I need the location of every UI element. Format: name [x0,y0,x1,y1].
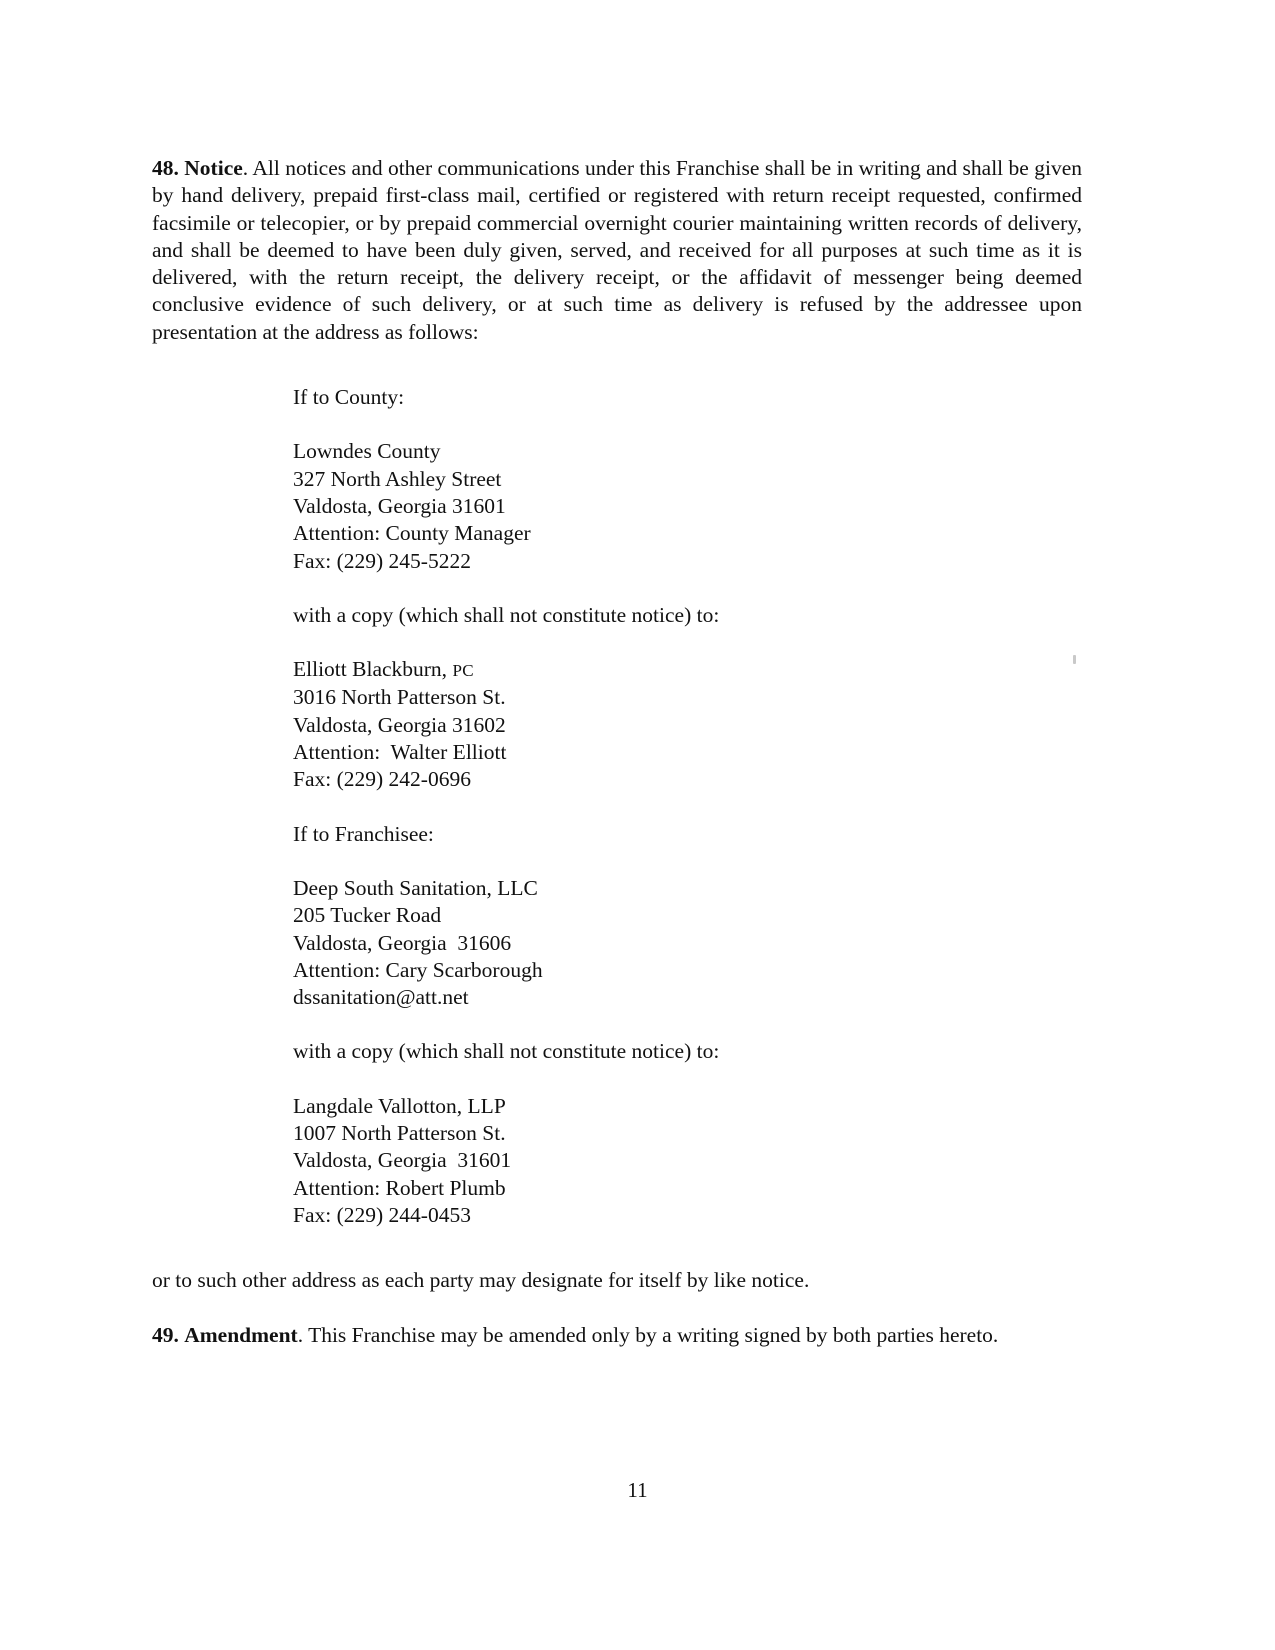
notice-block-county-line-1: Lowndes County [293,439,441,464]
section-48-body: . All notices and other communications under this Franchise shall be in writing and shall be given by hand delivery, prepaid first-class mail, certified or registered with return receipt requested, confirmed facsimile or telecopier, or by prepaid commercial overnight courier maintaining written records of delivery, and shall be deemed to have been duly given, served, and received for all purposes at such time as it is delivered, with the return receipt, the delivery receipt, or the affidavit of messenger being deemed conclusive evidence of such delivery, or at such time as delivery is refused by the addressee upon presentation at the address as follows: [152,156,1083,344]
closing-paragraph: or to such other address as each party may designate for itself by like notice. [152,1268,810,1293]
notice-block-county-label: If to County: [293,385,405,410]
spacer [152,575,1082,602]
spacer [293,411,1082,438]
notice-block-franchisee-email: dssanitation@att.net [293,985,469,1010]
page-number: 11 [627,1478,648,1502]
notice-block-county-line-5: Fax: (229) 245-5222 [293,548,471,573]
spacer [293,629,1082,656]
firm-name: Elliott Blackburn, [293,657,453,682]
notice-block-franchisee-line-2: 205 Tucker Road [293,903,442,928]
spacer [152,346,1082,384]
notice-block-county-copy-line-4: Attention: Walter Elliott [293,740,507,765]
section-48-heading: Notice [184,156,243,180]
notice-block-franchisee-copy-line-5: Fax: (229) 244-0453 [293,1202,471,1227]
notice-block-franchisee-line-1: Deep South Sanitation, LLC [293,875,538,900]
notice-block-franchisee-label: If to Franchisee: [293,821,434,846]
notice-block-county-copy-name [293,656,1082,684]
spacer [152,1295,1082,1322]
notice-block-county-line-3: Valdosta, Georgia 31601 [293,493,506,518]
section-48-number: 48. [152,156,179,180]
section-48-paragraph [152,155,1082,346]
notice-block-franchisee-copy-line-4: Attention: Robert Plumb [293,1175,506,1200]
notice-block-franchisee [293,821,1082,1012]
section-49-body: . This Franchise may be amended only by a writing signed by both parties hereto. [297,1322,999,1347]
page-content [152,155,1082,1349]
notice-block-county-copy-label: with a copy (which shall not constitute notice) to: [293,602,720,627]
spacer [293,1066,1082,1093]
notice-block-county-copy-line-5: Fax: (229) 242-0696 [293,767,471,792]
notice-block-franchisee-copy-line-3: Valdosta, Georgia 31601 [293,1148,512,1173]
notice-block-franchisee-copy [293,1038,1082,1229]
notice-block-county [293,384,1082,575]
notice-block-franchisee-line-3: Valdosta, Georgia 31606 [293,930,512,955]
spacer [152,1011,1082,1038]
notice-block-county-line-2: 327 North Ashley Street [293,466,502,491]
section-49-heading: Amendment [184,1322,298,1347]
section-49-paragraph [152,1322,1082,1349]
notice-block-county-copy-line-2: 3016 North Patterson St. [293,685,506,710]
spacer [152,794,1082,821]
notice-block-county-copy [293,602,1082,794]
notice-block-franchisee-copy-label: with a copy (which shall not constitute notice) to: [293,1039,720,1064]
notice-block-franchisee-copy-line-2: 1007 North Patterson St. [293,1121,506,1146]
notice-block-franchisee-copy-line-1: Langdale Vallotton, LLP [293,1093,506,1118]
notice-block-county-line-4: Attention: County Manager [293,521,531,546]
spacer [152,1229,1082,1267]
section-49-number: 49. [152,1322,179,1347]
notice-block-county-copy-line-3: Valdosta, Georgia 31602 [293,712,506,737]
notice-block-franchisee-line-4: Attention: Cary Scarborough [293,957,543,982]
firm-suffix: PC [452,661,474,681]
spacer [293,848,1082,875]
